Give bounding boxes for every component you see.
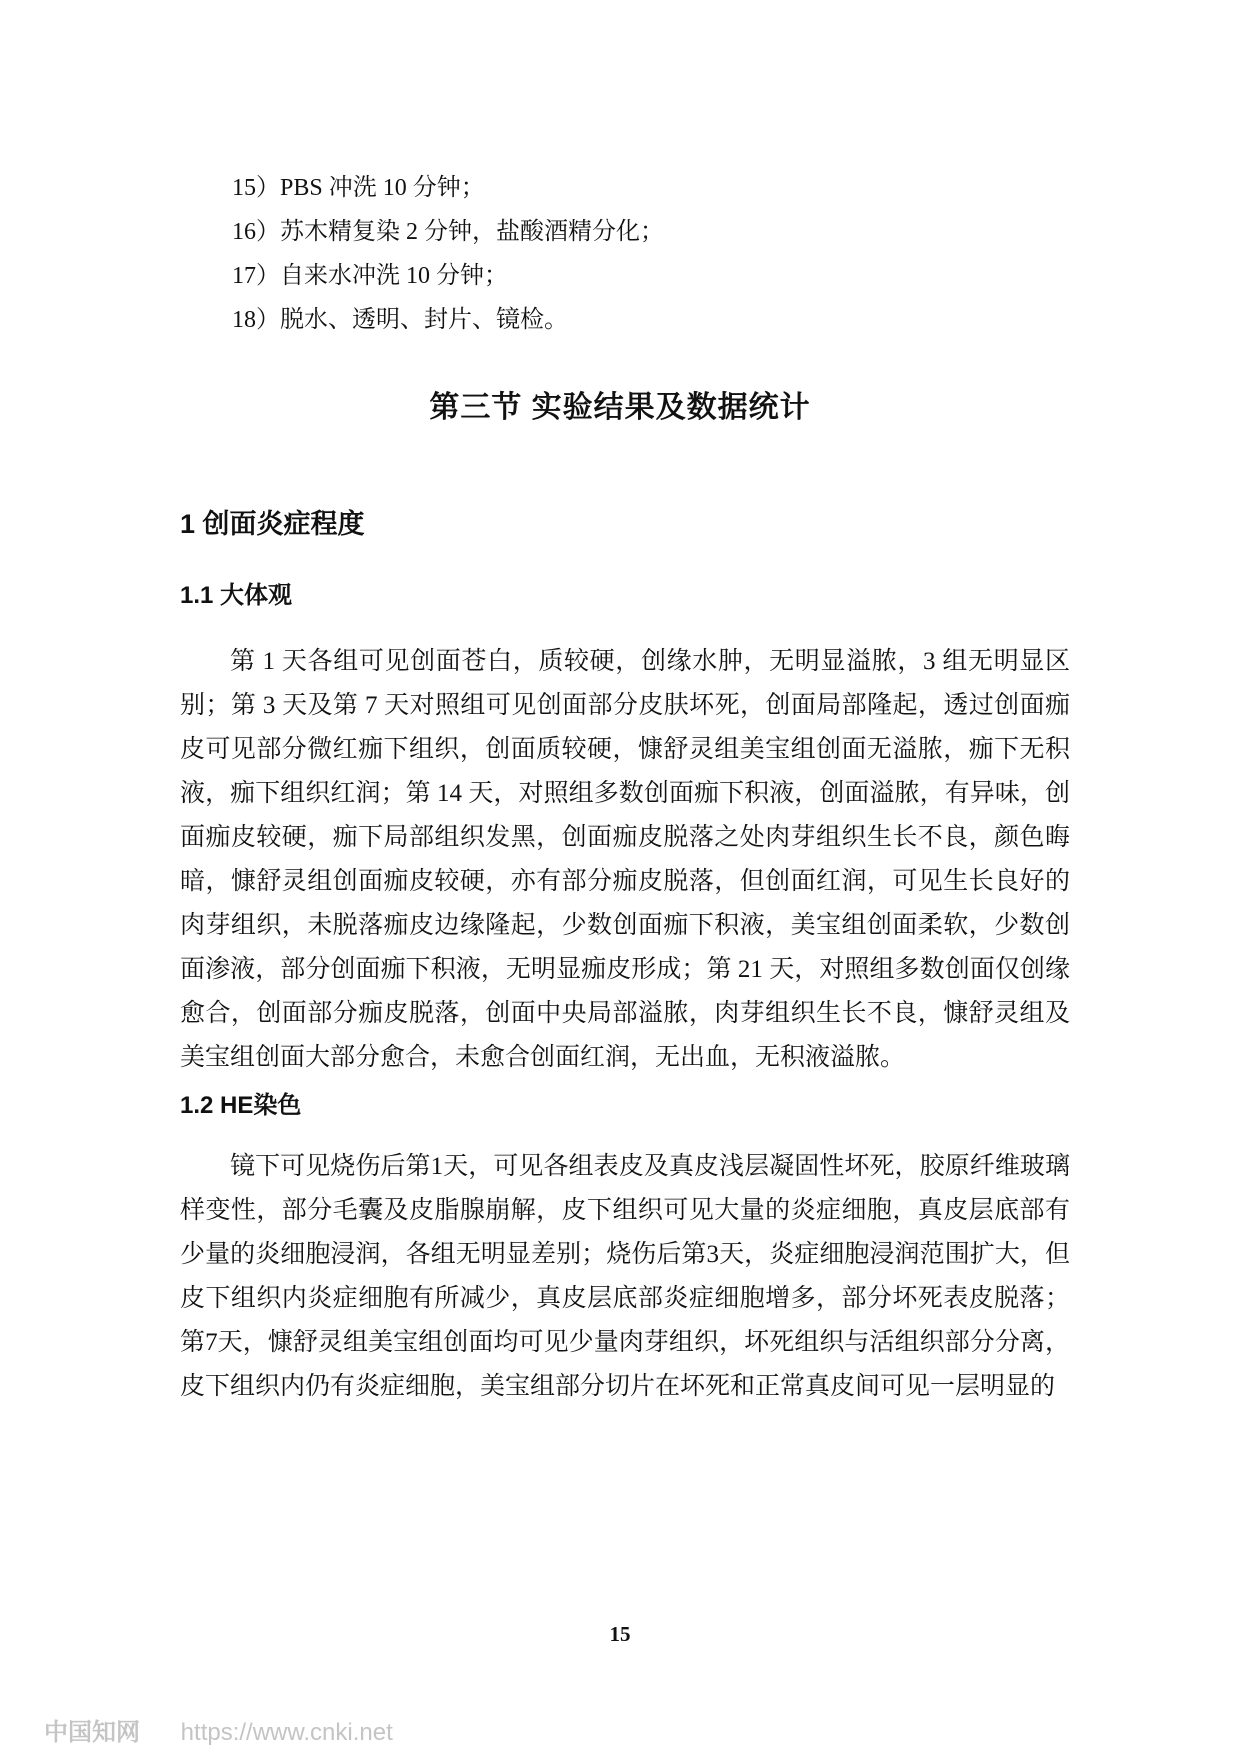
paragraph-he-staining: 镜下可见烧伤后第1天，可见各组表皮及真皮浅层凝固性坏死，胶原纤维玻璃样变性，部分毛囊及皮脂腺崩解，皮下组织可见大量的炎症细胞，真皮层底部有少量的炎细胞浸润，各组无明显差别；烧伤后第3天，炎症细胞浸润范围扩大，但皮下组织内炎症细胞有所减少，真皮层底部炎症细胞增多，部分坏死表皮脱落；第7天，慷舒灵组美宝组创面均可见少量肉芽组织，坏死组织与活组织部分分离，皮下组织内仍有炎症细胞，美宝组部分切片在坏死和正常真皮间可见一层明显的 [180,1153,1070,1400]
procedure-step: 17）自来水冲洗 10 分钟； [232,263,508,289]
subheading-he-staining: 1.2 HE染色 [180,1092,302,1119]
procedure-step: 16）苏木精复染 2 分钟，盐酸酒精分化； [232,219,664,245]
section-title: 第三节 实验结果及数据统计 [429,391,811,424]
paragraph-gross-observation: 第 1 天各组可见创面苍白，质较硬，创缘水肿，无明显溢脓，3 组无明显区别；第 3 天及第 7 天对照组可见创面部分皮肤坏死，创面局部隆起，透过创面痂皮可见部分微红痂下组织，创面质较硬，慷舒灵组美宝组创面无溢脓，痂下无积液，痂下组织红润；第 14 天，对照组多数创面痂下积液，创面溢脓，有异味，创面痂皮较硬，痂下局部组织发黑，创面痂皮脱落之处肉芽组织生长不良，颜色晦暗，慷舒灵组创面痂皮较硬，亦有部分痂皮脱落，但创面红润，可见生长良好的肉芽组织，未脱落痂皮边缘隆起，少数创面痂下积液，美宝组创面柔软，少数创面渗液，部分创面痂下积液，无明显痂皮形成；第 21 天，对照组多数创面仅创缘愈合，创面部分痂皮脱落，创面中央局部溢脓，肉芽组织生长不良，慷舒灵组及美宝组创面大部分愈合，未愈合创面红润，无出血，无积液溢脓。 [180,648,1070,1071]
heading-inflammation-degree: 1 创面炎症程度 [180,509,365,539]
watermark-url-link[interactable]: https://www.cnki.net [180,1719,393,1746]
watermark [44,1712,393,1747]
page-number: 15 [609,1622,631,1646]
procedure-steps [232,166,1052,342]
procedure-step: 15）PBS 冲洗 10 分钟； [232,175,485,201]
procedure-step: 18）脱水、透明、封片、镜检。 [232,307,568,333]
watermark-brand: 中国知网 [44,1719,140,1746]
subheading-gross-observation: 1.1 大体观 [180,582,293,609]
